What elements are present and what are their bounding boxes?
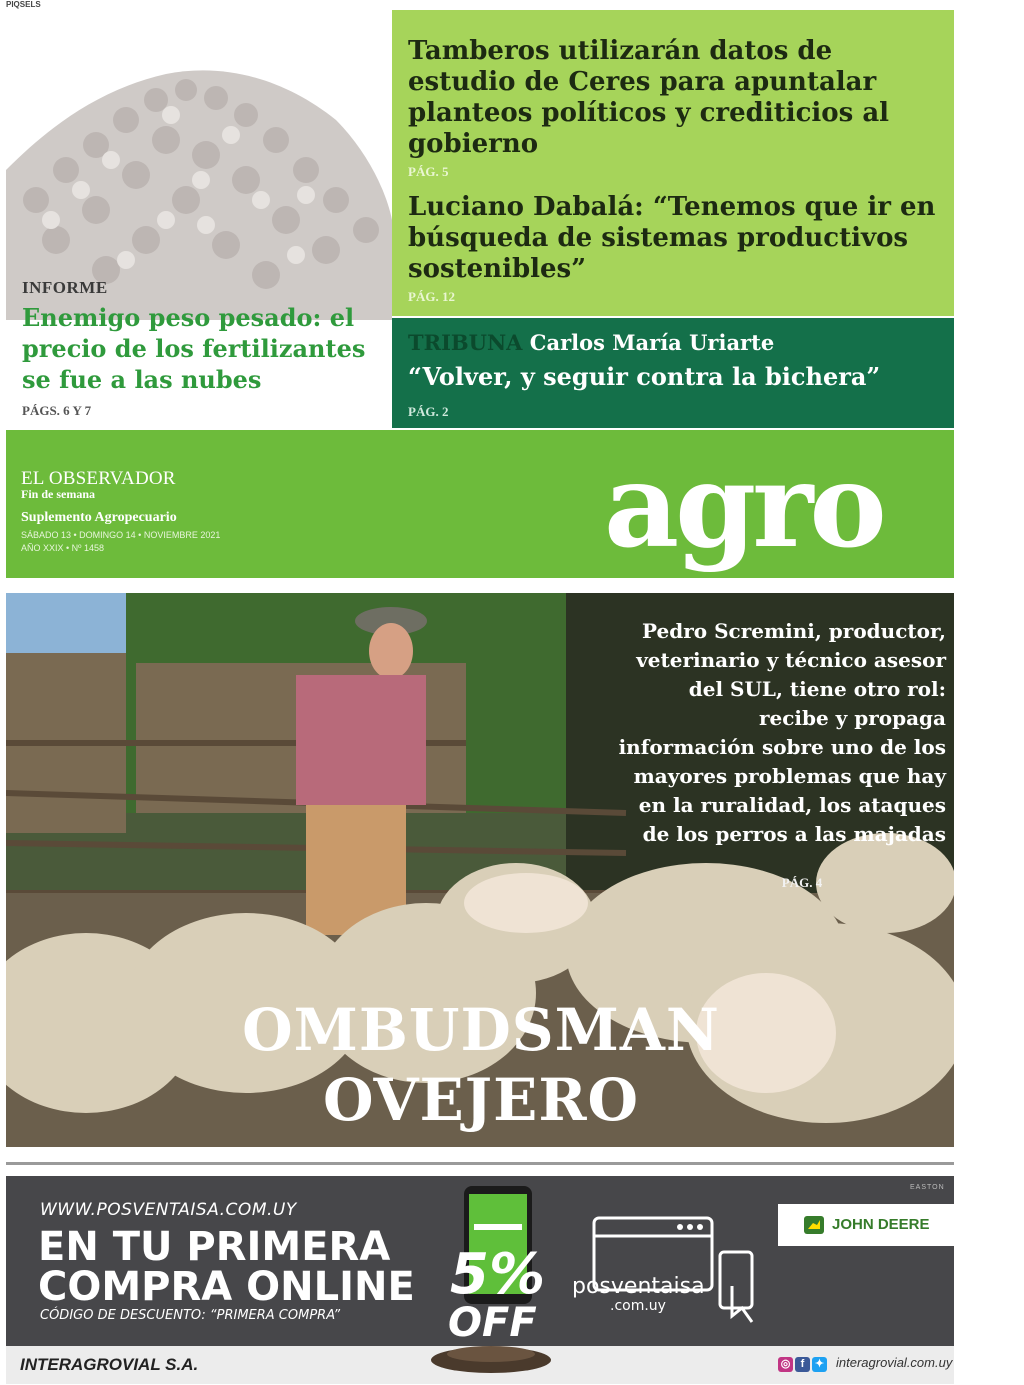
social-icons [778,1354,829,1373]
tribuna-author: Carlos María Uriarte [529,330,775,355]
ad-site-name: posventaisa [572,1274,705,1299]
deer-icon [804,1216,824,1234]
ad-footer [6,1346,954,1384]
facebook-icon[interactable]: f [795,1357,810,1372]
informe-kicker: INFORME [22,278,108,297]
advertisement[interactable] [6,1176,954,1346]
ad-site-domain: .com.uy [610,1298,666,1314]
company-url[interactable]: interagrovial.com.uy [836,1355,953,1370]
ad-line2: COMPRA ONLINE [38,1264,415,1310]
company-name: INTERAGROVIAL S.A. [20,1355,199,1374]
section-title: agro [604,438,883,574]
soil-icon [428,1340,554,1374]
cover-headline-line2: OVEJERO [322,1066,640,1134]
ad-discount: 5% [450,1242,546,1307]
newspaper-logo: EL OBSERVADOR [21,468,176,489]
informe-page: PÁGS. 6 Y 7 [22,403,92,418]
masthead [6,430,954,578]
informe-story[interactable] [22,278,382,419]
tribuna-kicker [408,330,774,355]
photo-credit: PIQSELS [6,0,41,9]
cover-lead-text: Pedro Scremini, productor, veterinario y técnico asesor del SUL, tiene otro rol: recibe y propaga información sobre uno de los mayores problemas que hay en la ruralidad, los ataques de los perros a las majadas [618,619,946,846]
cover-headline[interactable] [206,995,756,1135]
cover-headline-line1: OMBUDSMAN [242,996,720,1064]
tribuna-label: TRIBUNA [408,330,523,355]
tribuna-page: PÁG. 2 [408,404,449,419]
top-stories-box [392,10,954,316]
supplement-name: Suplemento Agropecuario [21,510,177,525]
cover-story[interactable] [6,593,954,1147]
tribuna-headline[interactable]: “Volver, y seguir contra la bichera” [408,362,881,391]
story-headline-tamberos[interactable]: Tamberos utilizarán datos de estudio de Ceres para apuntalar planteos políticos y crediticios al gobierno [408,36,890,159]
story-page-tamberos: PÁG. 5 [408,164,449,179]
issue-number: AÑO XXIX • Nº 1458 [21,543,104,553]
john-deere-logo [778,1204,954,1246]
issue-date: SÁBADO 13 • DOMINGO 14 • NOVIEMBRE 2021 [21,530,221,540]
ad-agency: EASTON [910,1184,945,1191]
cover-page: PÁG. 4 [781,875,823,890]
ad-off: OFF [448,1300,537,1346]
informe-headline[interactable]: Enemigo peso pesado: el precio de los fertilizantes se fue a las nubes [22,303,366,394]
ad-url[interactable]: WWW.POSVENTAISA.COM.UY [40,1200,297,1220]
story-headline-dabala[interactable]: Luciano Dabalá: “Tenemos que ir en búsqueda de sistemas productivos sostenibles” [408,192,936,284]
john-deere-text: JOHN DEERE [832,1216,930,1233]
twitter-icon[interactable]: ✦ [812,1357,827,1372]
story-page-dabala: PÁG. 12 [408,289,455,304]
divider [6,1162,954,1165]
ad-line1: EN TU PRIMERA [38,1224,391,1270]
instagram-icon[interactable]: ◎ [778,1357,793,1372]
logo-subtitle: Fin de semana [21,487,96,501]
tribuna-box[interactable] [392,318,954,428]
ad-discount-code: CÓDIGO DE DESCUENTO: “PRIMERA COMPRA” [40,1308,341,1323]
